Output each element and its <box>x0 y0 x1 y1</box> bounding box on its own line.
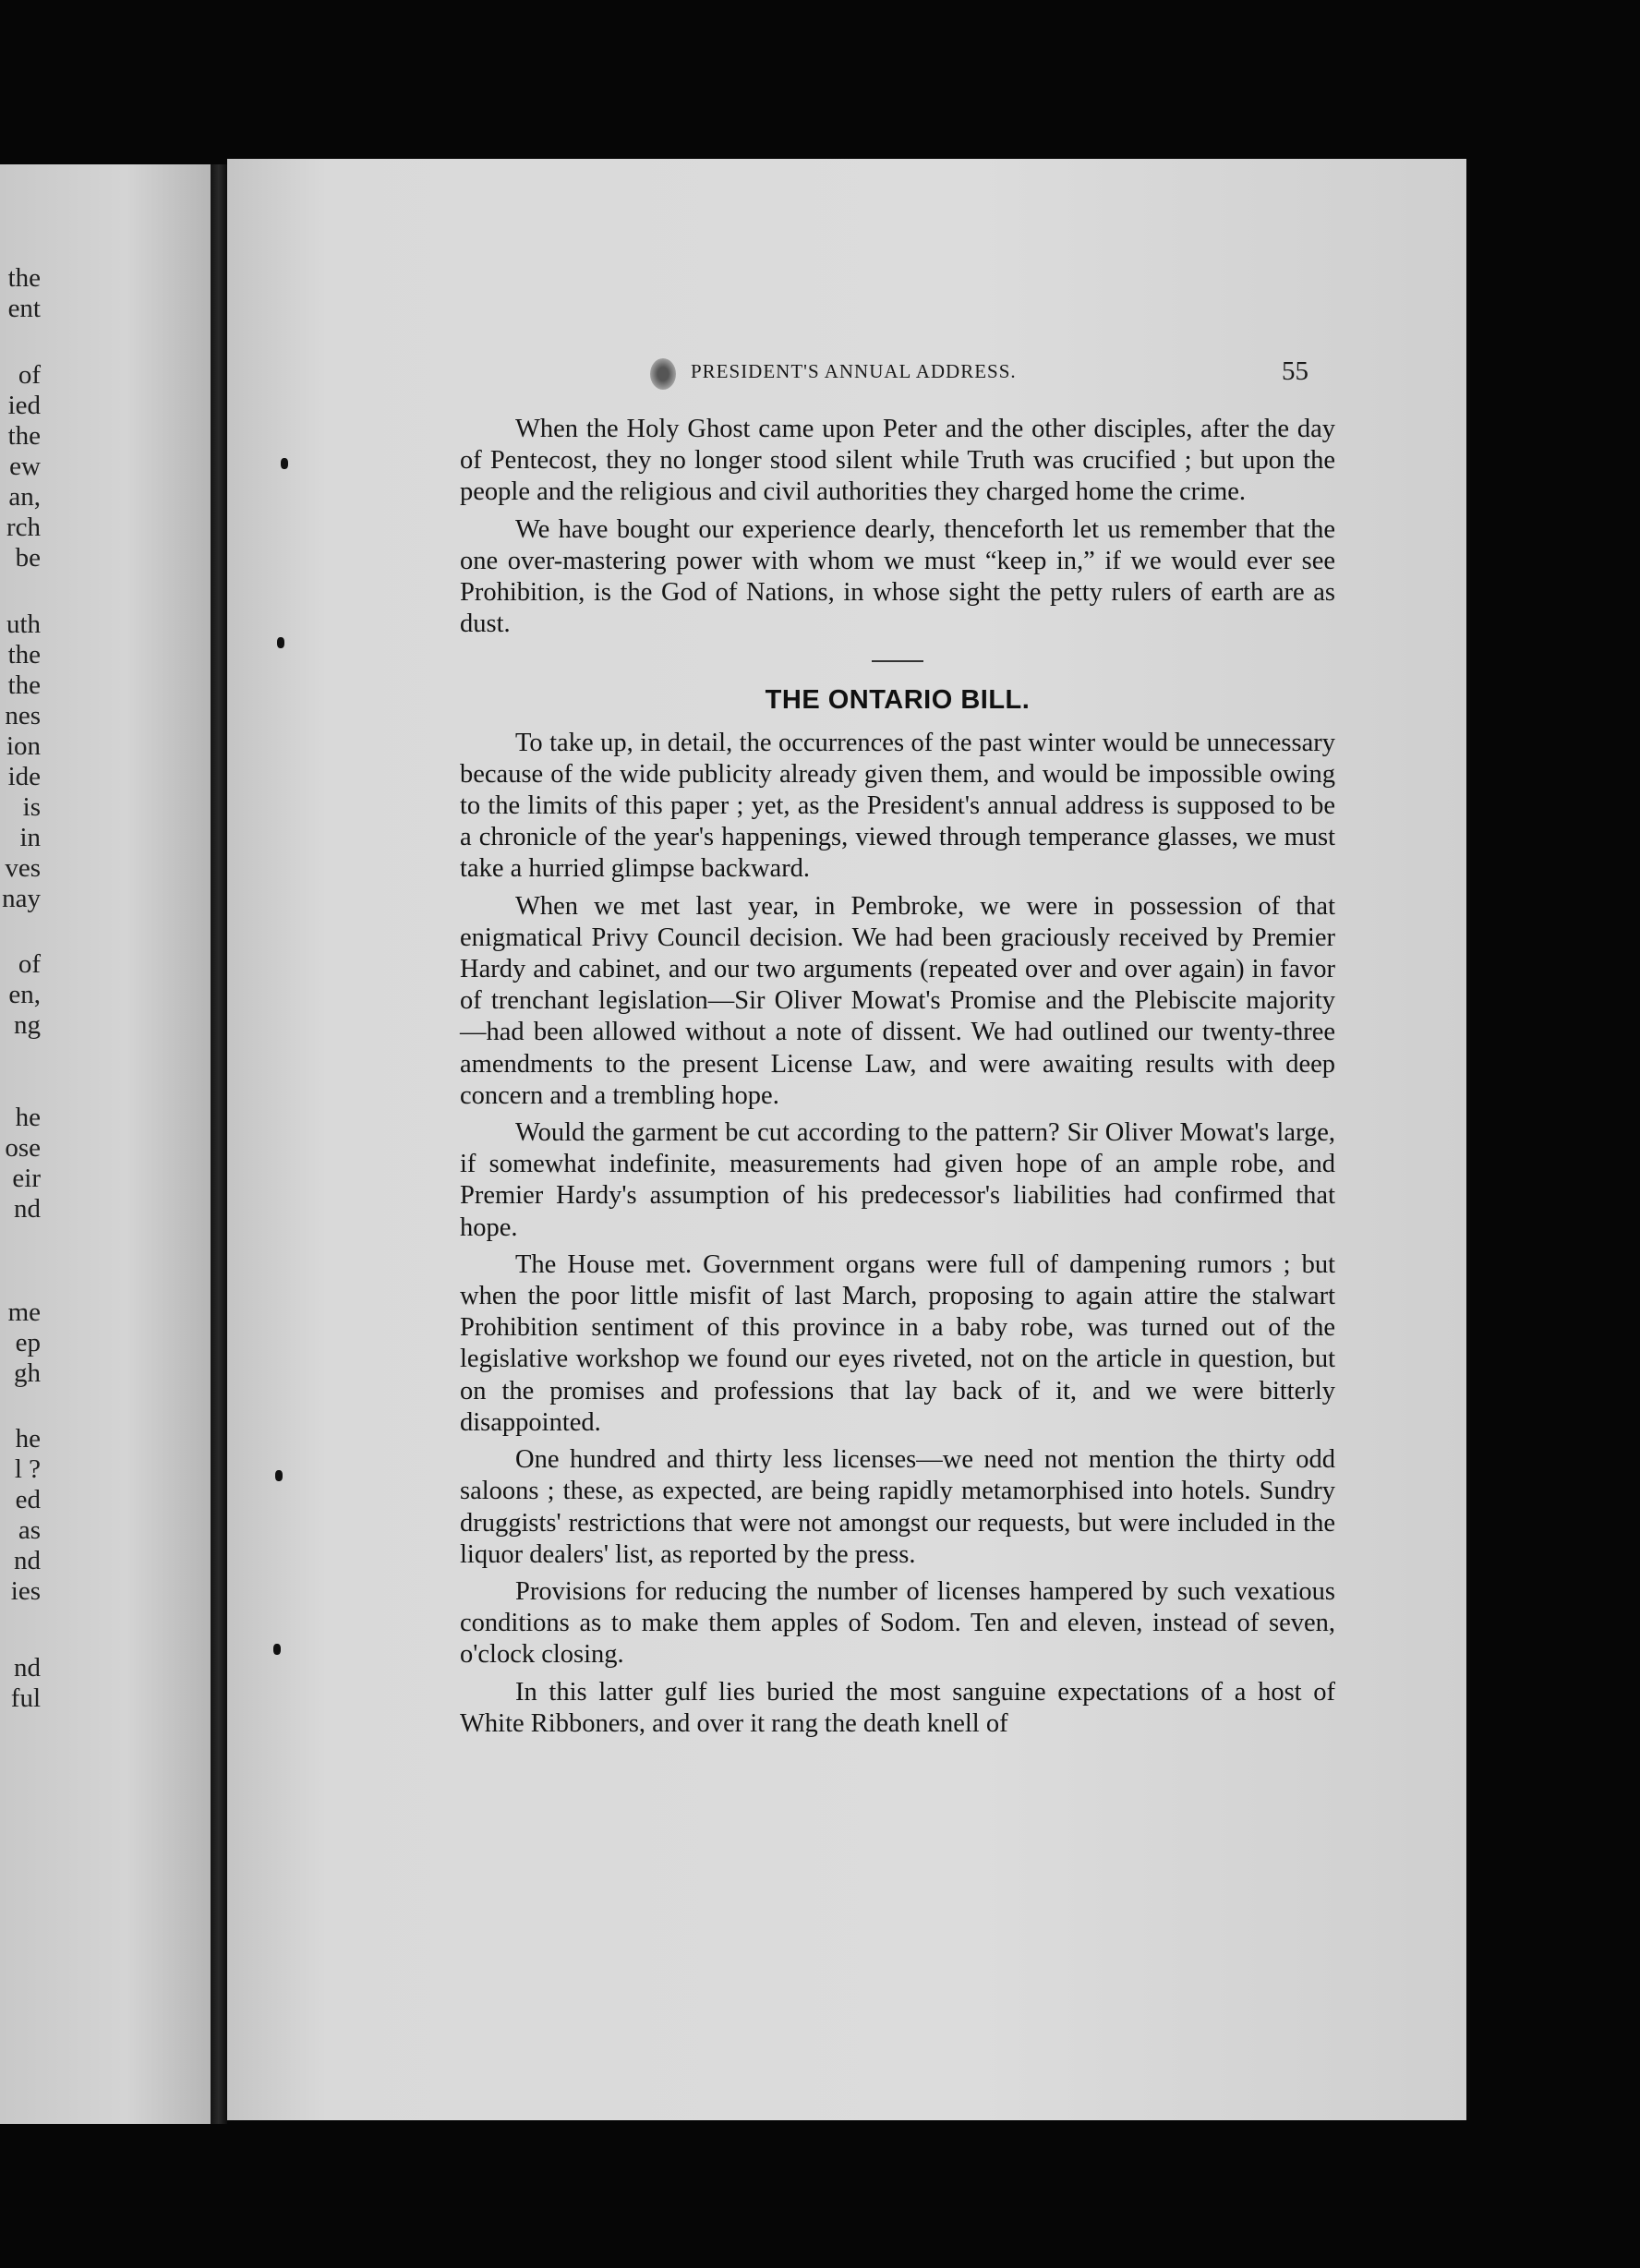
left-page-fragment: ng <box>14 1010 41 1040</box>
left-page-fragment: of <box>18 360 41 390</box>
left-page-fragment: en, <box>8 980 41 1009</box>
left-page <box>0 164 211 2124</box>
page-body <box>460 414 1335 1745</box>
left-page-fragment: ep <box>15 1328 41 1357</box>
left-page-fragment: nes <box>5 701 41 730</box>
ink-speck <box>281 458 288 469</box>
left-page-fragment: ide <box>7 762 41 791</box>
paragraph: Would the garment be cut according to the pattern? Sir Oliver Mowat's large, if somewhat indefinite, measurements had given hope of an ample robe, and Premier Hardy's assumption of his predecessor's liabilities had confirmed that hope. <box>460 1118 1335 1242</box>
left-page-fragment: nd <box>14 1194 41 1224</box>
left-page-fragment: ose <box>5 1133 41 1163</box>
left-page-fragment: ent <box>7 294 41 323</box>
paragraph: We have bought our experience dearly, thenceforth let us remember that the one over-mastering power with whom we must “keep in,” if we would ever see Prohibition, is the God of Nations, in whose sight the petty rulers of earth are as dust. <box>460 514 1335 639</box>
left-page-fragment: ed <box>15 1485 41 1514</box>
page-number: 55 <box>1282 356 1308 386</box>
left-page-fragment: nd <box>14 1653 41 1683</box>
left-page-fragment: gh <box>14 1358 41 1388</box>
left-page-fragment: nd <box>14 1546 41 1575</box>
left-page-fragment: he <box>15 1103 41 1132</box>
paragraph: To take up, in detail, the occurrences of the past winter would be unnecessary because of the wide publicity already given them, and would be impossible owing to the limits of this paper ; yet, as the President's annual address is supposed to be a chronicle of the year's happenings, viewed through temperance glasses, we must take a hurried glimpse backward. <box>460 728 1335 884</box>
section-divider <box>872 660 923 662</box>
left-page-fragment: me <box>7 1297 41 1327</box>
left-page-fragment: the <box>7 421 41 451</box>
left-page-fragment: he <box>15 1424 41 1454</box>
book-gutter <box>211 164 227 2124</box>
left-page-fragment: of <box>18 949 41 979</box>
left-page-fragment: the <box>7 640 41 670</box>
left-page-fragment: the <box>7 670 41 700</box>
left-page-fragment: an, <box>8 482 41 512</box>
right-page <box>227 159 1466 2120</box>
ink-smudge <box>650 358 676 390</box>
left-page-fragment: be <box>15 543 41 573</box>
paragraph: The House met. Government organs were full of dampening rumors ; but when the poor little misfit of last March, proposing to again attire the stalwart Prohibition sentiment of this province in a baby robe, was turned out of the legislative workshop we found our eyes riveted, not on the article in question, but on the promises and professions that lay back of it, and we were bitterly disappointed. <box>460 1249 1335 1437</box>
paragraph: One hundred and thirty less licenses—we need not mention the thirty odd saloons ; these, as expected, are being rapidly metamorphised into hotels. Sundry druggists' restrictions that were not amongst our requests, but were included in the liquor dealers' list, as reported by the press. <box>460 1445 1335 1569</box>
left-page-fragment: ies <box>10 1576 41 1606</box>
left-page-fragment: ion <box>6 731 41 761</box>
left-page-fragment: as <box>18 1515 41 1545</box>
left-page-fragment: ves <box>5 853 41 883</box>
ink-speck <box>277 637 284 648</box>
paragraph: When the Holy Ghost came upon Peter and the other disciples, after the day of Pentecost, they no longer stood silent while Truth was crucified ; but upon the people and the religious and civil authorities they charged home the crime. <box>460 415 1335 507</box>
section-heading: THE ONTARIO BILL. <box>765 685 1031 716</box>
paragraph: Provisions for reducing the number of licenses hampered by such vexatious conditions as to make them apples of Sodom. Ten and eleven, instead of seven, o'clock closing. <box>460 1576 1335 1670</box>
left-page-fragment: l ? <box>14 1454 41 1484</box>
running-header: PRESIDENT'S ANNUAL ADDRESS. <box>691 360 1017 382</box>
left-page-fragment: in <box>19 823 41 852</box>
left-page-fragment: the <box>7 263 41 293</box>
left-page-fragment: ied <box>7 391 41 420</box>
left-page-fragment: nay <box>2 884 41 913</box>
left-page-fragment: ew <box>9 452 41 481</box>
ink-speck <box>273 1644 281 1655</box>
left-page-fragment: rch <box>6 513 41 542</box>
left-page-fragment: ful <box>10 1683 41 1713</box>
left-page-fragment: is <box>22 792 41 822</box>
paragraph: In this latter gulf lies buried the most sanguine expectations of a host of White Ribboners, and over it rang the death knell of <box>460 1677 1335 1738</box>
left-page-fragment: eir <box>12 1164 41 1193</box>
ink-speck <box>275 1470 283 1481</box>
paragraph: When we met last year, in Pembroke, we were in possession of that enigmatical Privy Council decision. We had been graciously received by Premier Hardy and cabinet, and our two arguments (repeated over and over again) in favor of trenchant legislation—Sir Oliver Mowat's Promise and the Plebiscite majority—had been allowed without a note of dissent. We had outlined our twenty-three amendments to the present License Law, and were awaiting results with deep concern and a trembling hope. <box>460 891 1335 1110</box>
left-page-fragment: uth <box>6 609 41 639</box>
